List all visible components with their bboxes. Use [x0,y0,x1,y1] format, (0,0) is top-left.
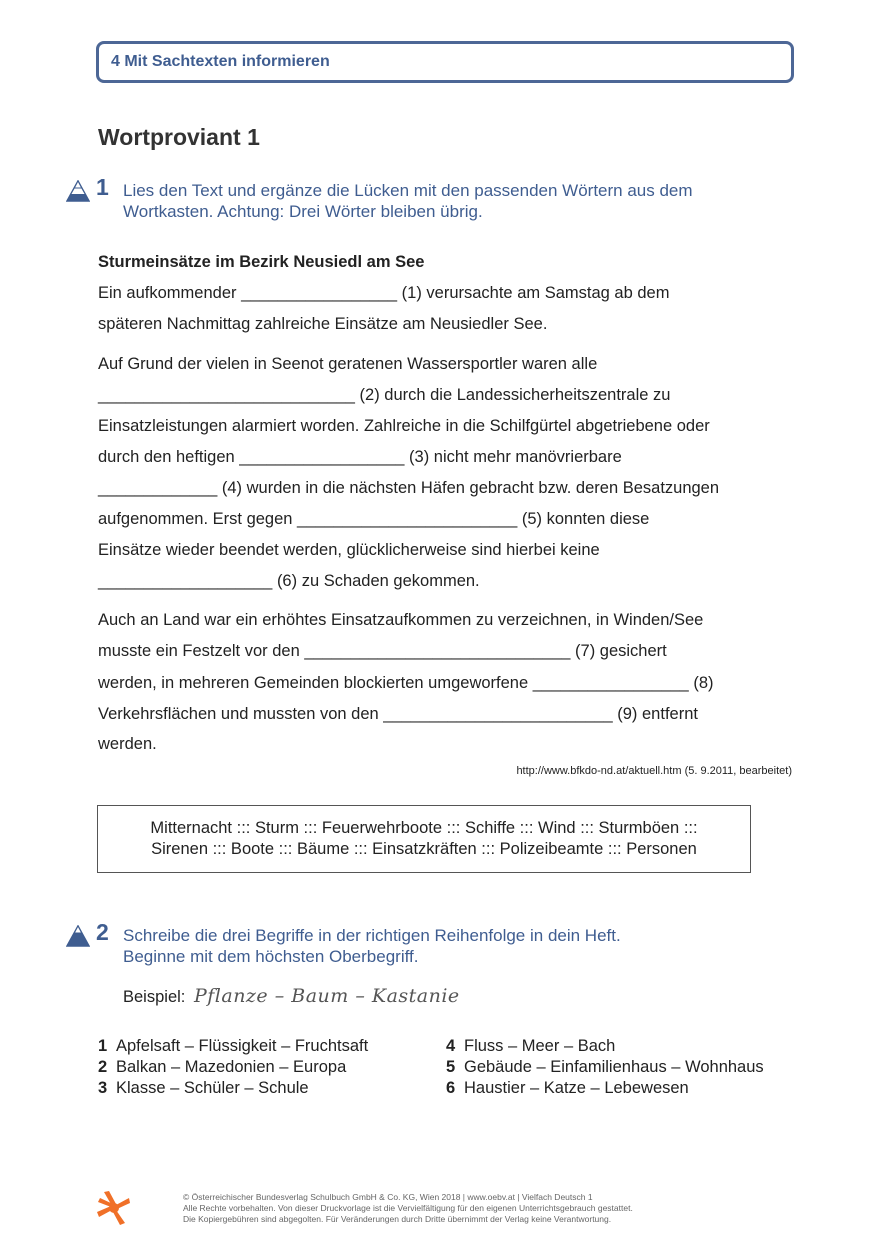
publisher-logo-icon [96,1190,132,1226]
example-handwritten: Pflanze – Baum – Kastanie [193,985,460,1007]
footer-copyright: © Österreichischer Bundesverlag Schulbuch GmbH & Co. KG, Wien 2018 | www.oebv.at | Vielfach Deutsch 1 Alle Rechte vorbehalten. Von dieser Druckvorlage ist die Vervielfältigung für den eigenen Unterrichtsgebrauch gestattet. Die Kopiergebühren sind abgegolten. Für Veränderungen durch Dritte übernimmt der Verlag keine Verantwortung. [183,1192,633,1224]
list-item: 3 Klasse – Schüler – Schule [98,1079,309,1097]
text-line: späteren Nachmittag zahlreiche Einsätze am Neusiedler See. [98,315,548,333]
text-line: Ein aufkommender _________________ (1) verursachte am Samstag ab dem [98,284,670,302]
text-line: durch den heftigen __________________ (3) nicht mehr manövrierbare [98,448,622,466]
task-instruction: Schreibe die drei Begriffe in der richtigen Reihenfolge in dein Heft. Beginne mit dem höchsten Oberbegriff. [123,926,621,966]
text-line: aufgenommen. Erst gegen ________________________ (5) konnten diese [98,510,650,528]
text-line: Einsätze wieder beendet werden, glücklicherweise sind hierbei keine [98,541,600,559]
chapter-header-box [96,41,794,83]
task-number: 1 [96,174,109,200]
difficulty-pyramid-icon [66,180,90,202]
list-item: 4 Fluss – Meer – Bach [446,1037,616,1055]
task-instruction: Lies den Text und ergänze die Lücken mit den passenden Wörtern aus dem Wortkasten. Achtung: Drei Wörter bleiben übrig. [123,181,693,221]
chapter-title: 4 Mit Sachtexten informieren [111,53,330,70]
text-line: werden. [98,735,157,753]
page-title: Wortproviant 1 [98,124,260,150]
text-line: Verkehrsflächen und mussten von den _________________________ (9) entfernt [98,705,698,723]
word-box-line: Sirenen ::: Boote ::: Bäume ::: Einsatzkräften ::: Polizeibeamte ::: Personen [151,840,697,858]
text-line: musste ein Festzelt vor den _____________________________ (7) gesichert [98,642,667,660]
source-citation: http://www.bfkdo-nd.at/aktuell.htm (5. 9.2011, bearbeitet) [516,765,792,777]
example [123,985,460,1007]
text-line: ___________________ (6) zu Schaden gekommen. [98,572,480,590]
list-item: 5 Gebäude – Einfamilienhaus – Wohnhaus [446,1058,764,1076]
list-item: 2 Balkan – Mazedonien – Europa [98,1058,347,1076]
word-box [97,805,751,873]
task-number: 2 [96,919,109,945]
text-line: ____________________________ (2) durch die Landessicherheitszentrale zu [98,386,671,404]
text-line: _____________ (4) wurden in die nächsten Häfen gebracht bzw. deren Besatzungen [98,479,720,497]
list-item: 6 Haustier – Katze – Lebewesen [446,1079,689,1097]
text-line: Auch an Land war ein erhöhtes Einsatzaufkommen zu verzeichnen, in Winden/See [98,611,704,629]
text-title: Sturmeinsätze im Bezirk Neusiedl am See [98,253,425,271]
list-item: 1 Apfelsaft – Flüssigkeit – Fruchtsaft [98,1037,369,1055]
word-box-line: Mitternacht ::: Sturm ::: Feuerwehrboote ::: Schiffe ::: Wind ::: Sturmböen ::: [150,819,698,837]
text-line: werden, in mehreren Gemeinden blockierten umgeworfene _________________ (8) [98,674,714,692]
text-line: Einsatzleistungen alarmiert worden. Zahlreiche in die Schilfgürtel abgetriebene oder [98,417,710,435]
difficulty-pyramid-icon [66,925,90,947]
example-label: Beispiel: [123,988,186,1006]
text-line: Auf Grund der vielen in Seenot geratenen Wassersportler waren alle [98,355,598,373]
